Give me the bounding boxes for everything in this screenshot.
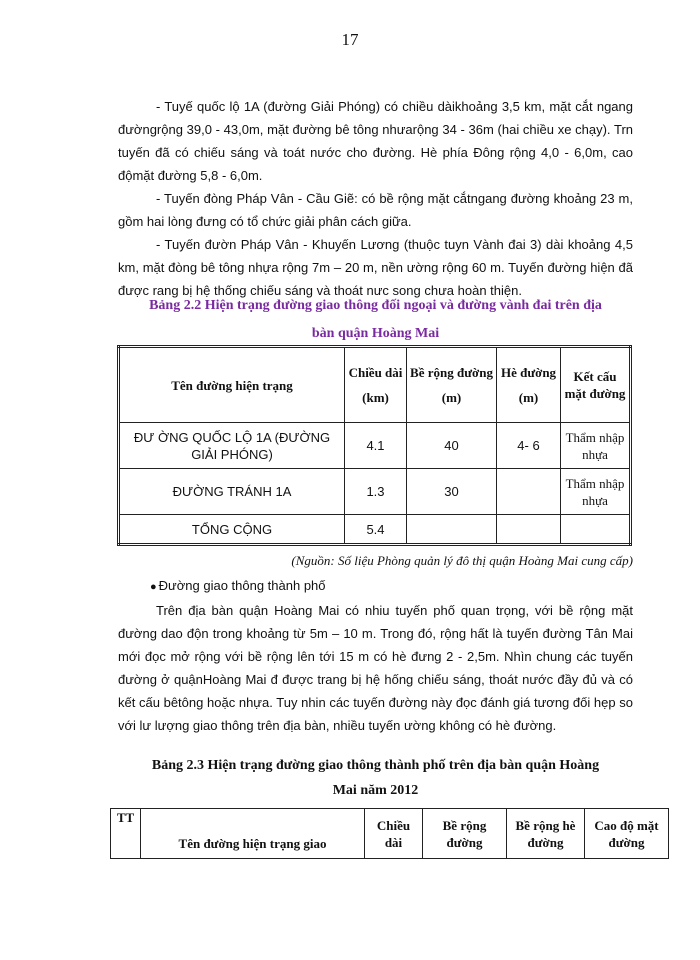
header-width-label: Bề rộng đường — [410, 365, 493, 380]
header-sidewalk: Bề rộng hè đường — [507, 809, 585, 859]
bullet-item — [150, 575, 326, 598]
cell-road-name: ĐƯỜNG TRÁNH 1A — [119, 469, 345, 515]
cell-sidewalk — [497, 469, 561, 515]
header-sidewalk — [497, 347, 561, 423]
table-total-row — [119, 515, 631, 545]
table-2-3 — [110, 808, 669, 859]
header-width-unit: (m) — [441, 390, 462, 405]
header-width — [407, 347, 497, 423]
page-number: 17 — [341, 30, 359, 49]
cell-sidewalk — [497, 515, 561, 545]
table-2-2-source: (Nguồn: Số liệu Phòng quản lý đô thị quận Hoàng Mai cung cấp) — [291, 553, 633, 568]
cell-width: 40 — [407, 423, 497, 469]
table-2-3-caption-line2: Mai năm 2012 — [332, 783, 419, 798]
paragraph-route-phap-van-cau-gie: - Tuyến đòng Pháp Vân - Cầu Giẽ: có bề rộng mặt cắtngang đường khoảng 23 m, gồm hai lòng đưng có tổ chức giải phân cách giữa. — [118, 191, 633, 229]
paragraph-route-phap-van-khuyen-luong: - Tuyến đườn Pháp Vân - Khuyến Lương (thuộc tuyn Vành đai 3) dài khoảng 4,5 km, mặt đòng bê tông nhựa rộng 7m – 20 m, nền ường rộng 60 m. Tuyến đường hiện đã được rang bị hệ thống chiếu sáng và thoát nưc song chưa hoàn thiện. — [118, 237, 633, 298]
header-length-unit: (km) — [362, 390, 389, 405]
cell-road-name: TỔNG CỘNG — [119, 515, 345, 545]
cell-width — [407, 515, 497, 545]
table-row — [119, 423, 631, 469]
table-2-3-caption-line1: Bảng 2.3 Hiện trạng đường giao thông thành phố trên địa bàn quận Hoàng — [151, 758, 600, 773]
table-2-2-caption-line2: bàn quận Hoàng Mai — [311, 326, 440, 341]
header-sidewalk-unit: (m) — [518, 390, 539, 405]
header-tt: TT — [111, 809, 141, 859]
header-road-name: Tên đường hiện trạng — [119, 347, 345, 423]
header-structure: Kết cấu mặt đường — [561, 347, 631, 423]
cell-road-name: ĐƯ ỜNG QUỐC LỘ 1A (ĐƯỜNG GIẢI PHÓNG) — [119, 423, 345, 469]
header-width: Bề rộng đường — [423, 809, 507, 859]
paragraph-city-roads: Trên địa bàn quận Hoàng Mai có nhiu tuyến phố quan trọng, với bề rộng mặt đường dao độn trong khoảng từ 5m – 10 m. Trong đó, rộng hất là tuyến đường Tân Mai mới đọc mở rộng với bề rộng lên tới 15 m có hè đưng 2 - 2,5m. Nhìn chung các tuyến đường ở quậnHoàng Mai đ được trang bị hệ hống chiếu sáng, thoát nước đầy đủ và có kết cấu bêtông hoặc nhựa. Tuy nhin các tuyến đường này đọc đánh giá tương đối hẹp so với lư lượng giao thông trên địa bàn, nhiều tuyến ường không có hè đường. — [118, 603, 633, 733]
cell-length: 5.4 — [345, 515, 407, 545]
cell-width: 30 — [407, 469, 497, 515]
header-sidewalk-label: Hè đường — [500, 365, 557, 380]
bullet-text: Đường giao thông thành phố — [158, 578, 326, 593]
paragraph-route-1a: - Tuyế quốc lộ 1A (đường Giải Phóng) có chiều dàikhoảng 3,5 km, mặt cắt ngang đườngrộng 39,0 - 43,0m, mặt đường bê tông nhưarộng 34 - 36m (hai chiều xe chạy). Trn tuyến đã có chiếu sáng và toát nước cho đường. Hè phía Đông rộng 4,0 - 6,0m, cao độmặt đường 5,8 - 6,0m. — [118, 99, 633, 183]
table-header-row — [111, 809, 669, 859]
cell-structure: Thẩm nhập nhựa — [561, 423, 631, 469]
bullet-icon: ● — [150, 581, 157, 593]
cell-structure — [561, 515, 631, 545]
header-road-name: Tên đường hiện trạng giao — [141, 809, 365, 859]
header-length: Chiều dài — [365, 809, 423, 859]
table-row — [119, 469, 631, 515]
cell-structure: Thẩm nhập nhựa — [561, 469, 631, 515]
header-length-label: Chiều dài — [348, 365, 403, 380]
header-elevation: Cao độ mặt đường — [585, 809, 669, 859]
table-2-2 — [117, 345, 632, 546]
header-length — [345, 347, 407, 423]
table-header-row — [119, 347, 631, 423]
cell-length: 1.3 — [345, 469, 407, 515]
cell-sidewalk: 4- 6 — [497, 423, 561, 469]
cell-length: 4.1 — [345, 423, 407, 469]
table-2-2-caption-line1: Bảng 2.2 Hiện trạng đường giao thông đối ngoại và đường vành đai trên địa — [149, 298, 602, 313]
